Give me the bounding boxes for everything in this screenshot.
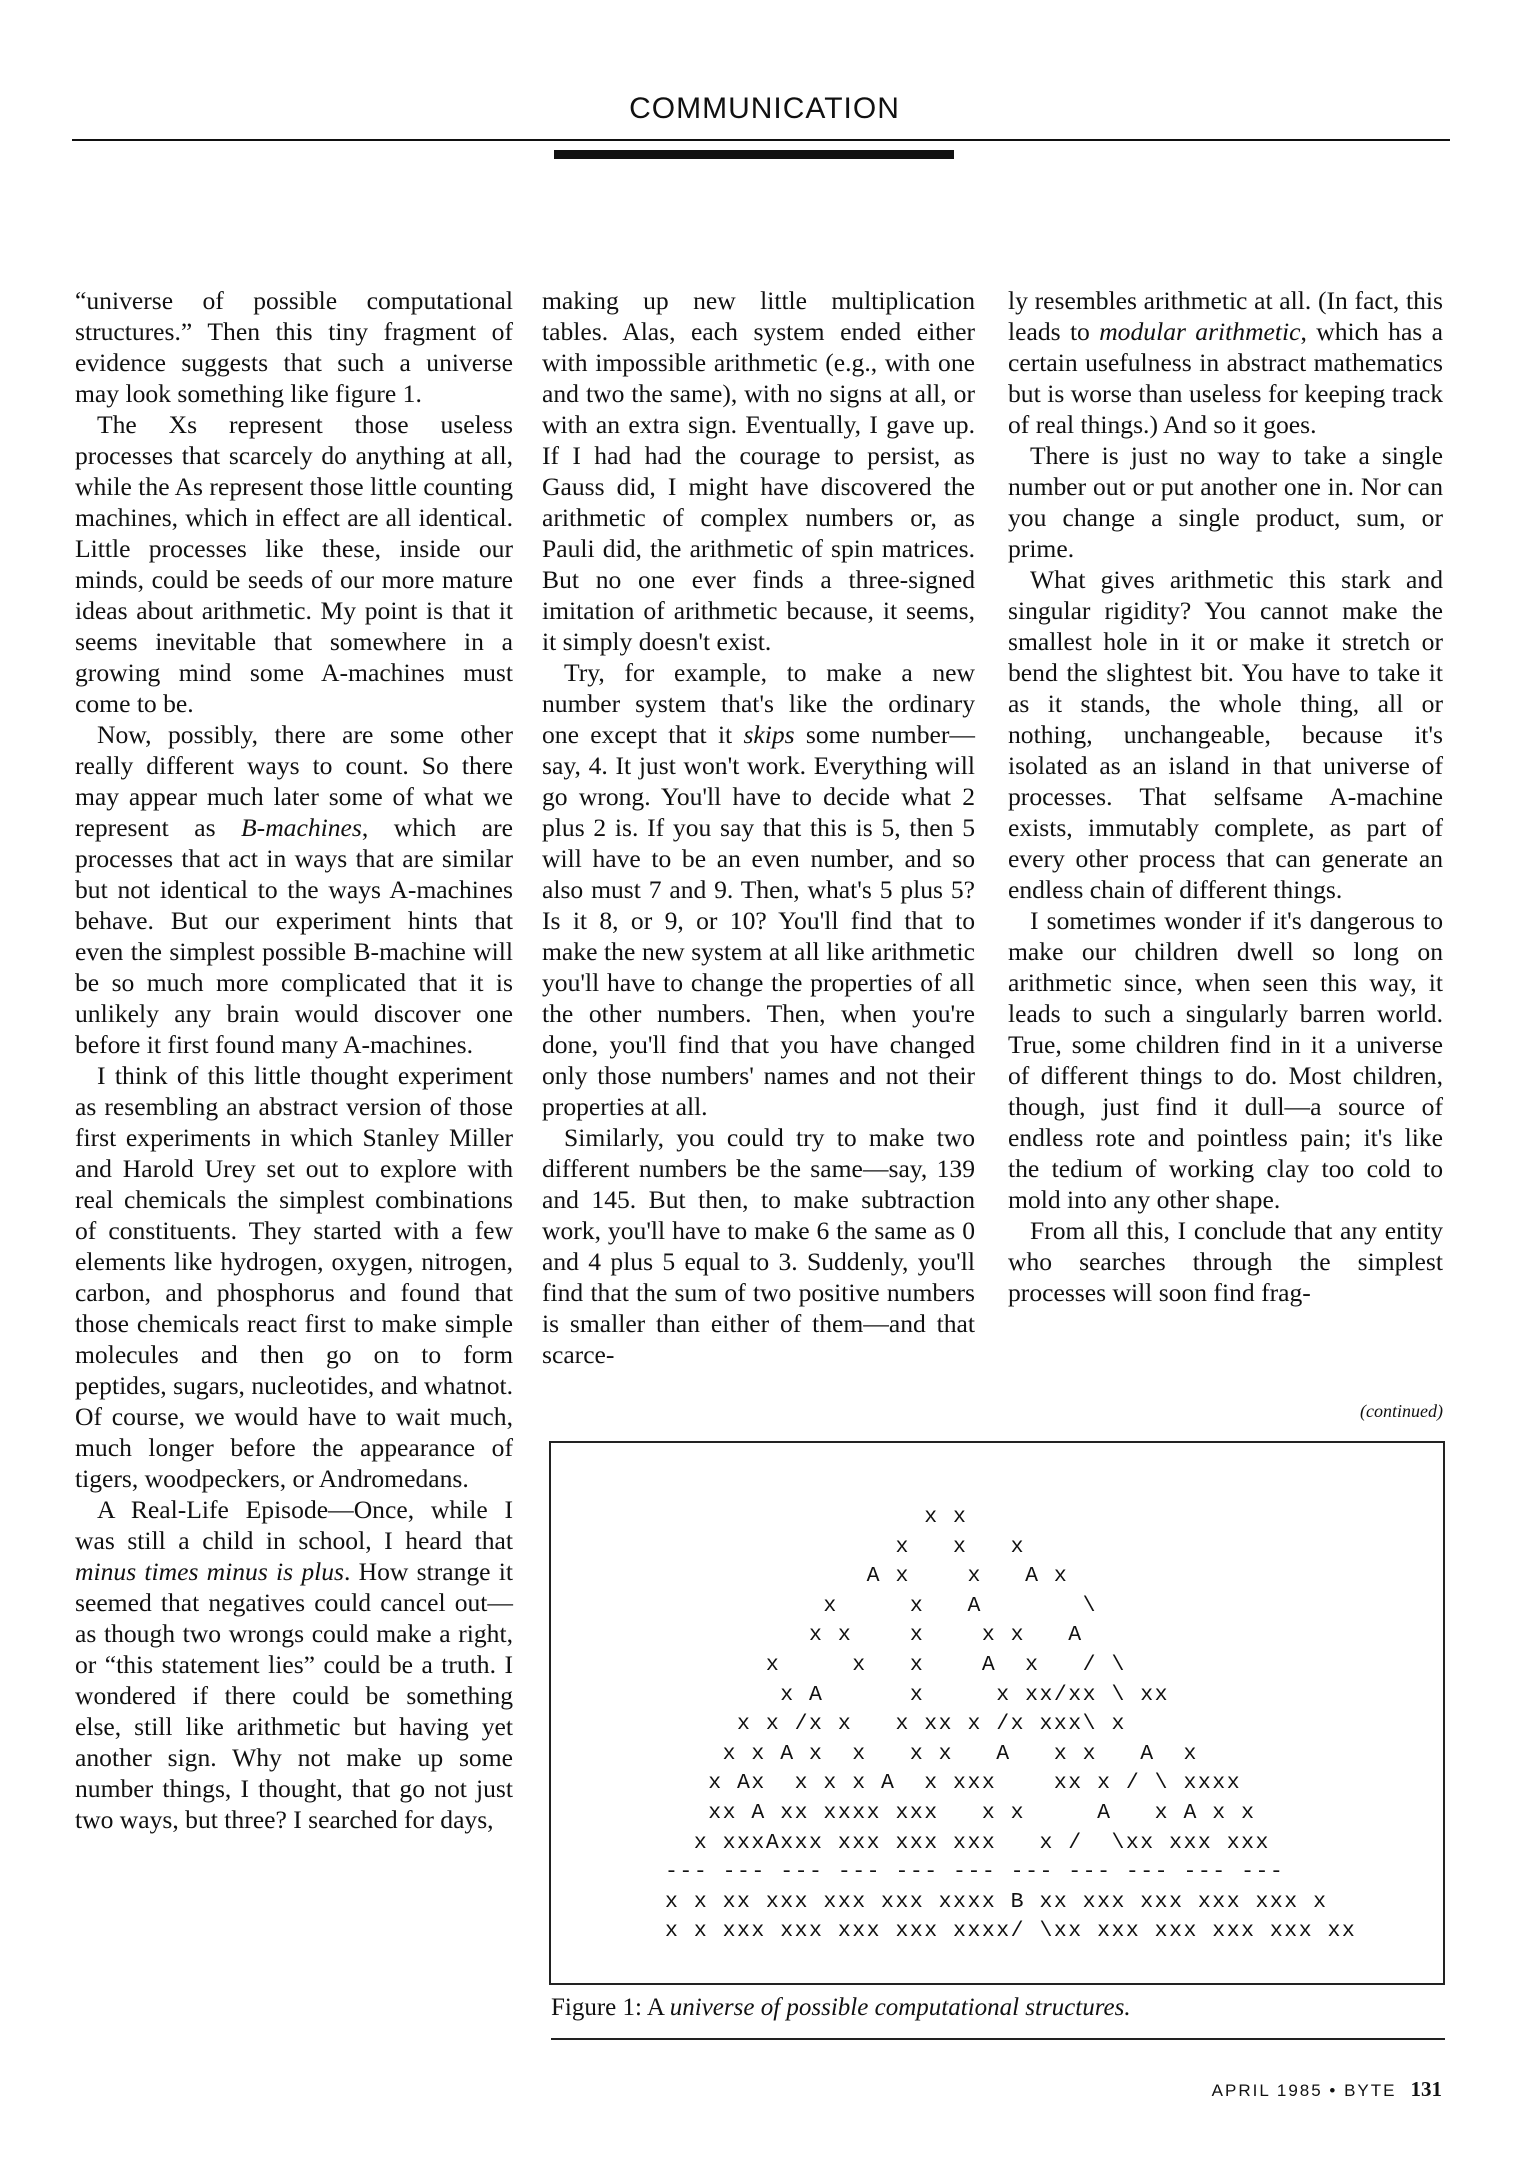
text-span: Now, possibly, there are some other really different ways to count. So there may appear much later some of what we represent as	[75, 720, 513, 842]
caption-rule	[551, 2038, 1445, 2040]
figure-line: A x x A x	[866, 1564, 1069, 1589]
article-column-2	[542, 285, 975, 1370]
figure-line: x x	[924, 1505, 968, 1529]
paragraph	[542, 657, 975, 1122]
figure-caption	[551, 1994, 1445, 2022]
figure-line: xx A xx xxxx xxx x x A x A x x	[708, 1800, 1256, 1825]
paragraph: making up new little multiplication tables. Alas, each system ended either with impossible arithmetic (e.g., with one and two the same), with no signs at all, or with an extra sign. Eventually, I gave up. If I had had the courage to persist, as Gauss did, I might have discovered the arithmetic of complex numbers or, as Pauli did, the arithmetic of spin matrices. But no one ever finds a three-signed imitation of arithmetic because, it seems, it simply doesn't exist.	[542, 286, 975, 656]
figure-line: x Ax x x x A x xxx xx x / \ xxxx	[708, 1771, 1242, 1796]
header-rule	[72, 139, 1450, 141]
caption-label: Figure 1: A	[551, 1994, 670, 2021]
text-span: , which has a certain usefulness in abstract mathematics but is worse than useless for keeping track of real things.) And so it goes.	[1008, 317, 1443, 439]
paragraph: “universe of possible computational structures.” Then this tiny fragment of evidence suggests that such a universe may look something like figure 1.	[75, 286, 513, 408]
figure-1-box	[549, 1441, 1445, 1985]
computational-structures-diagram	[593, 1503, 1356, 1947]
text-span: . How strange it seemed that negatives could cancel out—as though two wrongs could make a right, or “this statement lies” could be a truth. I wondered if there could be something else, still like arithmetic but having yet another sign. Why not make up some number things, I thought, that go not just two ways, but three? I searched for days,	[75, 1557, 513, 1834]
figure-line: x x xxx xxx xxx xxx xxxx/ \xx xxx xxx xxx xxx xx	[593, 1919, 1357, 1944]
paragraph	[75, 719, 513, 1060]
figure-line: x x x A x / \	[765, 1652, 1126, 1677]
paragraph	[75, 1494, 513, 1835]
figure-line: x xxxAxxx xxx xxx xxx x / \xx xxx xxx	[693, 1830, 1270, 1855]
figure-line: x x A x x x x A x x A x	[722, 1741, 1198, 1766]
text-span: some number—say, 4. It just won't work. Everything will go wrong. You'll have to decide what 2 plus 2 is. If you say that this is 5, then 5 will have to be an even number, and so also must 7 and 9. Then, what's 5 plus 5? Is it 8, or 9, or 10? You'll find that to make the new system at all like arithmetic you'll have to change the properties of all the other numbers. Then, when you're done, you'll find that you have changed only those numbers' names and not their properties at all.	[542, 720, 975, 1121]
text-span: A Real-Life Episode—Once, while I was still a child in school, I heard that	[75, 1495, 513, 1555]
continued-note: (continued)	[1360, 1401, 1443, 1421]
paragraph: The Xs represent those useless processes that scarcely do anything at all, while the As represent those little counting machines, which in effect are all identical. Little processes like these, inside our minds, could be seeds of our more mature ideas about arithmetic. My point is that it seems inevitable that somewhere in a growing mind some A-machines must come to be.	[75, 410, 513, 718]
article-column-1	[75, 285, 513, 1835]
text-span: , which are processes that act in ways that are similar but not identical to the ways A-machines behave. But our experiment hints that even the simplest possible B-machine will be so much more complicated that it is unlikely any brain would discover one before it first found many A-machines.	[75, 813, 513, 1059]
paragraph: What gives arithmetic this stark and singular rigidity? You cannot make the smallest hole in it or make it stretch or bend the slightest bit. You have to take it as it stands, the whole thing, all or nothing, unchangeable, because it's isolated as an island in that universe of processes. That selfsame A-machine exists, immutably complete, as part of every other process that can generate an endless chain of different things.	[1008, 565, 1443, 904]
section-header: COMMUNICATION	[629, 92, 900, 125]
caption-text: universe of possible computational structures.	[669, 1994, 1131, 2021]
text-span: ly resembles arithmetic at all. (In fact, this leads to	[1008, 286, 1443, 346]
article-column-3	[1008, 285, 1443, 1423]
emphasis-text: B-machines	[241, 813, 362, 842]
paragraph	[1008, 285, 1443, 440]
paragraph: I think of this little thought experiment as resembling an abstract version of those first experiments in which Stanley Miller and Harold Urey set out to explore with real chemicals the simplest combinations of constituents. They started with a few elements like hydrogen, oxygen, nitrogen, carbon, and phosphorus and found that those chemicals react first to make simple molecules and then go on to form peptides, sugars, nucleotides, and whatnot. Of course, we would have to wait much, much longer before the appearance of tigers, woodpeckers, or Andromedans.	[75, 1061, 513, 1493]
header-rule-accent	[554, 150, 954, 159]
emphasis-text: minus times minus is plus	[75, 1557, 344, 1586]
figure-line: x x x x x A	[809, 1623, 1083, 1648]
emphasis-text: modular arithmetic	[1099, 317, 1301, 346]
paragraph: Similarly, you could try to make two different numbers be the same—say, 139 and 145. But then, to make subtraction work, you'll have to make 6 the same as 0 and 4 plus 5 equal to 3. Suddenly, you'll find that the sum of two positive numbers is smaller than either of them—and that scarce-	[542, 1123, 975, 1369]
figure-line: --- --- --- --- --- --- --- --- --- --- ---	[665, 1860, 1285, 1885]
figure-line: x x /x x x xx x /x xxx\ x	[737, 1712, 1126, 1737]
figure-line: x x A \	[823, 1593, 1098, 1618]
paragraph: There is just no way to take a single number out or put another one in. Nor can you change a single product, sum, or prime.	[1008, 441, 1443, 563]
page-number: 131	[1410, 2077, 1442, 2101]
figure-line: x x x	[895, 1534, 1026, 1559]
paragraph: From all this, I conclude that any entity who searches through the simplest processes will soon find frag-	[1008, 1216, 1443, 1307]
emphasis-text: skips	[743, 720, 795, 749]
page-footer	[1150, 2077, 1442, 2102]
figure-line: x A x x xx/xx \ xx	[780, 1682, 1170, 1707]
text-span: Try, for example, to make a new number system that's like the ordinary one except that it	[542, 658, 975, 749]
figure-line: x x xx xxx xxx xxx xxxx B xx xxx xxx xxx xxx x	[665, 1889, 1328, 1914]
paragraph: I sometimes wonder if it's dangerous to make our children dwell so long on arithmetic since, when seen this way, it leads to such a singularly barren world. True, some children find in it a universe of different things to do. Most children, though, just find it dull—a source of endless rote and pointless pain; it's like the tedium of working clay too cold to mold into any other shape.	[1008, 906, 1443, 1214]
issue-info: APRIL 1985 • BYTE	[1211, 2081, 1397, 2100]
